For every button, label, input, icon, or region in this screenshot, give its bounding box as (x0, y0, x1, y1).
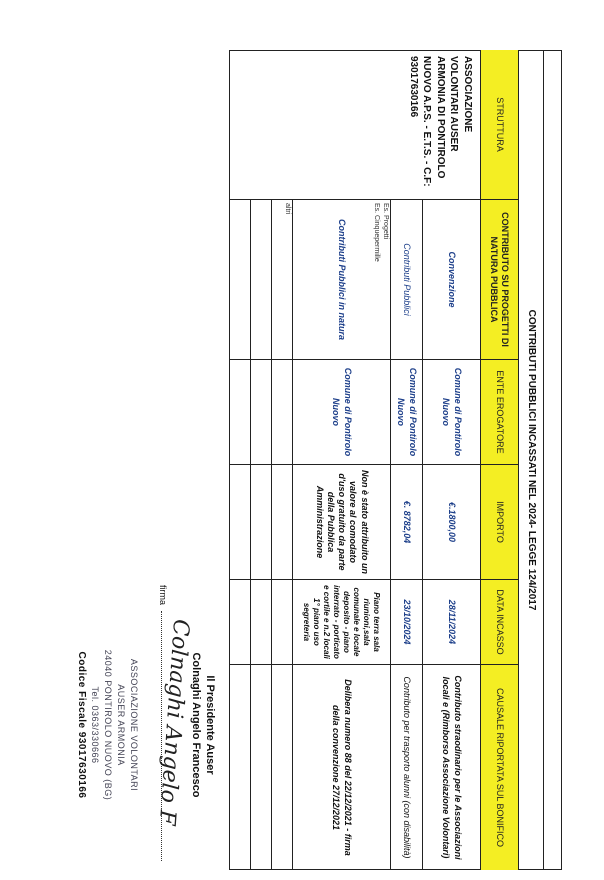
handwritten-signature: Colnaghi Angelo F (153, 618, 194, 827)
row6-ente (229, 360, 250, 465)
row1-importo: €.1800,00 (422, 465, 480, 580)
row6-importo (229, 465, 250, 580)
stamp-line-2: AUSER ARMONIA (115, 684, 126, 766)
row1-data: 28/11/2024 (422, 580, 480, 665)
row4-data (271, 580, 292, 665)
header-data: DATA INCASSO (480, 580, 518, 665)
row2-ente: Comune di Pontirolo Nuovo (390, 360, 422, 465)
header-struttura: STRUTTURA (480, 50, 518, 200)
row5-ente (250, 360, 271, 465)
note-altri: altri (284, 203, 291, 215)
header-importo: IMPORTO (480, 465, 518, 580)
row2-importo: €. 8782,04 (390, 465, 422, 580)
header-ente: ENTE EROGATORE (480, 360, 518, 465)
row6-contributo (229, 200, 250, 360)
row4-contributo (271, 200, 292, 360)
row5-causale (250, 665, 271, 870)
row2-causale: Contributo per trasporto alunni (con disabilità) (390, 665, 422, 870)
row2-data: 23/10/2024 (390, 580, 422, 665)
row1-ente: Comune di Pontirolo Nuovo (422, 360, 480, 465)
row3-ente: Comune di Pontirolo Nuovo (292, 360, 390, 465)
stamp-line-1: ASSOCIAZIONE VOLONTARI (129, 658, 139, 792)
note-es-cinquepermille: Es. Cinquepermille (373, 203, 380, 262)
row5-contributo (250, 200, 271, 360)
table-title: CONTRIBUTI PUBBLICI INCASSATI NEL 2024- LEGGE 124/2017 (518, 50, 544, 870)
row3-contributo: Contributi Pubblici in natura (337, 219, 348, 340)
row6-causale (229, 665, 250, 870)
row4-importo (271, 465, 292, 580)
row3-importo: Non è stato attribuito un valore al comodato d'uso gratuito da parte della Pubblica Amministrazione (292, 465, 390, 580)
row3-causale: Delibera numero 88 del 22/12/2021 - firma della convenzione 27/12/2021 (292, 665, 390, 870)
row3-contributo-cell (292, 200, 390, 360)
row1-causale: Contributo straodinario per le Associazioni locali e (Rimborso Associazione Volontari) (422, 665, 480, 870)
row4-ente (271, 360, 292, 465)
table-top-strip (544, 50, 562, 870)
row5-importo (250, 465, 271, 580)
stamp-line-5: Codice Fiscale 93017630166 (75, 651, 87, 799)
contributions-table (229, 50, 544, 870)
header-contributo: CONTRIBUTO SU PROGETTI DI NATURA PUBBLICA (480, 200, 518, 360)
stamp-line-4: Tel. 0363/330666 (89, 686, 100, 764)
association-stamp (73, 585, 140, 865)
stamp-line-3: 24040 PONTIROLO NUOVO (BG) (102, 649, 113, 801)
row3-data: Piano terra sala riunioni,sala comunale e locale deposito - piano interrato - porticato e cortile e n.2 locali 1° piano uso segreteria (292, 580, 390, 665)
row2-contributo: Contributi Pubblici (390, 200, 422, 360)
signature-block (40, 585, 220, 865)
firma-label: firma (158, 585, 168, 605)
row5-data (250, 580, 271, 665)
signature-area (146, 585, 194, 865)
president-role: Il Presidente Auser (204, 675, 216, 775)
organization-cell: ASSOCIAZIONE VOLONTARI AUSER ARMONIA DI PONTIROLO NUOVO A.P.S. - E.T.S. - C.F: 93017630166 (229, 50, 480, 200)
president-name: Colnaghi Angelo Francesco (190, 652, 202, 798)
row4-causale (271, 665, 292, 870)
header-causale: CAUSALE RIPORTATA SUL BONIFICO (480, 665, 518, 870)
row6-data (229, 580, 250, 665)
note-es-progetti: Es. Progetti (382, 203, 389, 240)
row1-contributo: Convenzione (422, 200, 480, 360)
